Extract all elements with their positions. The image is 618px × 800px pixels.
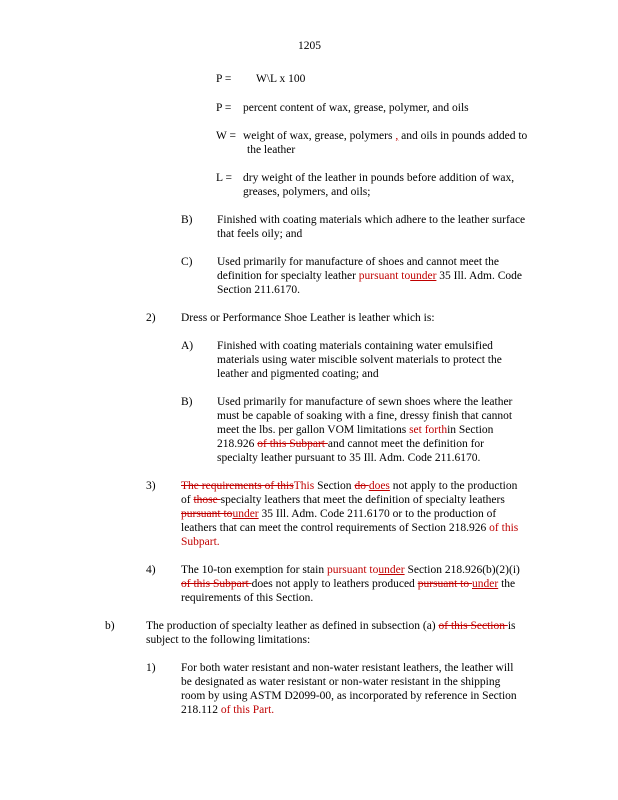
item-2b-line3-b: in Section (447, 424, 494, 436)
page-number: 1205 (298, 40, 321, 52)
item-b-sub-line1-a: The production of specialty leather as defined in subsection (a) (146, 620, 439, 632)
item-2b-line4-a: 218.926 (217, 438, 258, 450)
item-4-deleted-pursuant: pursuant to (417, 578, 472, 590)
item-2b-line4 (217, 437, 484, 451)
item-c-inserted-pursuant: pursuant to (358, 270, 411, 282)
def-w-text-b: and oils in pounds added to (398, 130, 528, 142)
item-2b-line1: Used primarily for manufacture of sewn shoes where the leather (217, 396, 513, 408)
item-4-line1-a: The 10-ton exemption for stain (181, 564, 327, 576)
item-3-deleted-pursuant: pursuant to (181, 508, 233, 520)
item-b1-inserted-of-this-part: of this Part. (220, 704, 275, 716)
item-3-line3-b: 35 Ill. Adm. Code 211.6170 or to the production of (258, 508, 497, 520)
item-2a-line3: leather and pigmented coating; and (217, 368, 379, 380)
item-3-label: 3) (146, 480, 156, 492)
item-b1-line3: room by using ASTM D2099-00, as incorporated by reference in Section (181, 690, 517, 702)
item-b-line1: Finished with coating materials which adhere to the leather surface (217, 214, 526, 226)
def-p-text: percent content of wax, grease, polymer, and oils (243, 102, 469, 114)
item-b1-line4 (181, 703, 274, 717)
item-4-line1-b: Section 218.926(b)(2)(i) (404, 564, 520, 576)
item-b1-line4-a: 218.112 (181, 704, 221, 716)
item-4-line2-b: the (498, 578, 516, 590)
item-b-sub-line1-b: is (507, 620, 516, 632)
item-3-inserted-of-this: of this (489, 522, 519, 534)
item-2b-line3-a: meet the lbs. per gallon VOM limitations (217, 424, 410, 436)
item-3-inserted-under: under (232, 508, 259, 520)
item-c-line2 (217, 269, 522, 283)
item-3-inserted-does: does (368, 480, 390, 492)
item-c-line3: Section 211.6170. (217, 284, 300, 296)
item-c-line2-b: 35 Ill. Adm. Code (436, 270, 523, 282)
item-b-label: B) (181, 214, 193, 226)
item-3-line2-b: specialty leathers that meet the definition of specialty leathers (220, 494, 505, 506)
formula-p-label: P = (216, 73, 232, 85)
item-3-line2-a: of (181, 494, 194, 506)
item-c-inserted-under: under (410, 270, 437, 282)
item-2-text: Dress or Performance Shoe Leather is leather which is: (181, 312, 435, 324)
item-2b-line4-b: and cannot meet the definition for (327, 438, 485, 450)
item-3-line1-b: not apply to the production (389, 480, 518, 492)
item-3-line1 (181, 479, 517, 493)
def-l-symbol: L = (216, 172, 232, 184)
item-3-line3 (181, 507, 496, 521)
def-w-inserted-comma: , (395, 130, 399, 142)
item-3-inserted-this: This (293, 480, 315, 492)
item-b-sub-deleted-section: of this Section (438, 620, 508, 632)
item-2b-line5: specialty leather pursuant to 35 Ill. Adm. Code 211.6170. (217, 452, 481, 464)
item-4-line1 (181, 563, 520, 577)
item-4-inserted-under: under (378, 564, 405, 576)
item-b1-line2: be designated as water resistant or non-water resistant in the shipping (181, 676, 501, 688)
item-b-line2: that feels oily; and (217, 228, 303, 240)
item-4-deleted-subpart: of this Subpart (181, 578, 252, 590)
item-2a-line1: Finished with coating materials containing water emulsified (217, 340, 493, 352)
def-w-text (243, 129, 527, 143)
item-c-line1: Used primarily for manufacture of shoes and cannot meet the (217, 256, 499, 268)
item-4-line2 (181, 577, 515, 591)
item-c-label: C) (181, 256, 193, 268)
item-b-sub-line1 (146, 619, 516, 633)
item-3-deleted-requirements: The requirements of this (181, 480, 294, 492)
def-l-text-line2: greases, polymers, and oils; (243, 186, 371, 198)
formula-expression: W\L x 100 (256, 73, 306, 85)
item-3-inserted-subpart: Subpart. (181, 536, 220, 548)
def-w-symbol: W = (216, 130, 237, 142)
item-c-line2-a: definition for specialty leather (217, 270, 359, 282)
item-3-line2 (181, 493, 505, 507)
item-2a-label: A) (181, 340, 194, 352)
item-2b-label: B) (181, 396, 193, 408)
def-p-symbol: P = (216, 102, 232, 114)
item-3-line4 (181, 521, 518, 535)
item-2b-deleted-subpart: of this Subpart (257, 438, 328, 450)
item-4-inserted-pursuant: pursuant to (326, 564, 379, 576)
item-b1-label: 1) (146, 662, 156, 674)
item-2-label: 2) (146, 312, 156, 324)
def-w-text-a: weight of wax, grease, polymers (243, 130, 393, 142)
item-b1-line1: For both water resistant and non-water resistant leathers, the leather will (181, 662, 514, 674)
item-4-inserted-under-2: under (472, 578, 499, 590)
item-4-label: 4) (146, 564, 156, 576)
item-b-sub-label: b) (105, 620, 115, 632)
item-2b-inserted-set-forth: set forth (409, 424, 448, 436)
item-4-line3: requirements of this Section. (181, 592, 314, 604)
def-l-text: dry weight of the leather in pounds before addition of wax, (243, 172, 515, 184)
item-3-line1-a: Section (314, 480, 355, 492)
item-2b-line2: must be capable of soaking with a fine, dressy finish that cannot (217, 410, 513, 422)
item-3-line4-a: leathers that can meet the control requirements of Section 218.926 (181, 522, 490, 534)
item-b-sub-line2: subject to the following limitations: (146, 634, 311, 646)
def-w-text-line2: the leather (247, 144, 296, 156)
item-3-line5 (181, 535, 220, 549)
item-3-deleted-do: do (354, 480, 369, 492)
item-3-deleted-those: those (193, 494, 221, 506)
item-4-line2-a: does not apply to leathers produced (251, 578, 418, 590)
item-2b-line3 (217, 423, 493, 437)
item-2a-line2: materials using water miscible solvent materials to protect the (217, 354, 502, 366)
